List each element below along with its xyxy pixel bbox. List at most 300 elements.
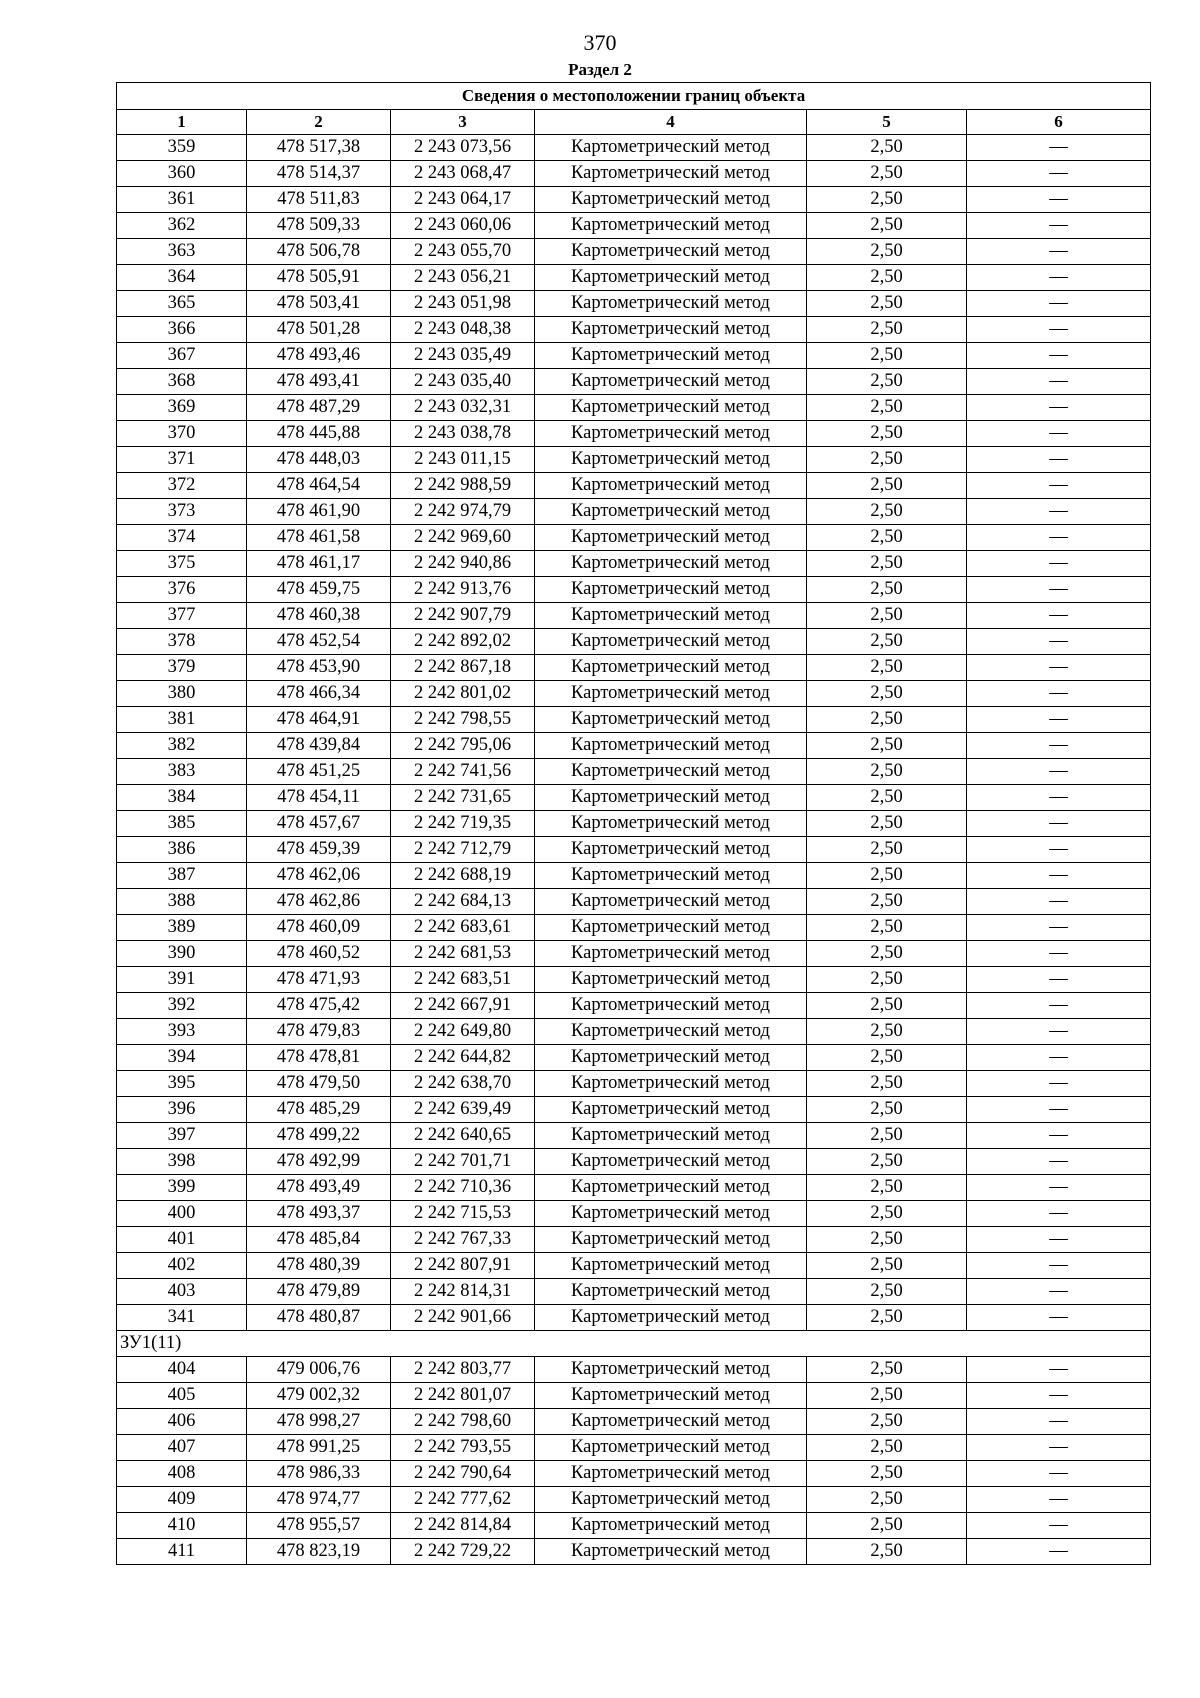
method-cell: Картометрический метод: [535, 265, 807, 291]
point-number-cell: 397: [117, 1123, 247, 1149]
point-number-cell: 369: [117, 395, 247, 421]
method-cell: Картометрический метод: [535, 863, 807, 889]
table-row: [117, 161, 1151, 187]
table-row: [117, 1305, 1151, 1331]
table-row: [117, 603, 1151, 629]
x-coordinate-cell: 478 974,77: [247, 1487, 391, 1513]
accuracy-cell: 2,50: [807, 161, 967, 187]
description-cell: —: [967, 1513, 1151, 1539]
accuracy-cell: 2,50: [807, 239, 967, 265]
description-cell: —: [967, 707, 1151, 733]
point-number-cell: 359: [117, 135, 247, 161]
y-coordinate-cell: 2 242 795,06: [391, 733, 535, 759]
table-row: [117, 863, 1151, 889]
accuracy-cell: 2,50: [807, 1357, 967, 1383]
method-cell: Картометрический метод: [535, 421, 807, 447]
x-coordinate-cell: 478 471,93: [247, 967, 391, 993]
column-number-2: 2: [247, 110, 391, 135]
x-coordinate-cell: 478 509,33: [247, 213, 391, 239]
y-coordinate-cell: 2 242 667,91: [391, 993, 535, 1019]
accuracy-cell: 2,50: [807, 291, 967, 317]
table-row: [117, 1097, 1151, 1123]
point-number-cell: 367: [117, 343, 247, 369]
accuracy-cell: 2,50: [807, 863, 967, 889]
accuracy-cell: 2,50: [807, 811, 967, 837]
description-cell: —: [967, 811, 1151, 837]
point-number-cell: 363: [117, 239, 247, 265]
y-coordinate-cell: 2 242 798,55: [391, 707, 535, 733]
table-row: [117, 1409, 1151, 1435]
description-cell: —: [967, 889, 1151, 915]
description-cell: —: [967, 525, 1151, 551]
y-coordinate-cell: 2 242 974,79: [391, 499, 535, 525]
method-cell: Картометрический метод: [535, 785, 807, 811]
x-coordinate-cell: 478 485,29: [247, 1097, 391, 1123]
x-coordinate-cell: 478 439,84: [247, 733, 391, 759]
method-cell: Картометрический метод: [535, 733, 807, 759]
x-coordinate-cell: 478 460,09: [247, 915, 391, 941]
point-number-cell: 374: [117, 525, 247, 551]
accuracy-cell: 2,50: [807, 1045, 967, 1071]
description-cell: —: [967, 1305, 1151, 1331]
description-cell: —: [967, 1201, 1151, 1227]
y-coordinate-cell: 2 242 639,49: [391, 1097, 535, 1123]
y-coordinate-cell: 2 243 064,17: [391, 187, 535, 213]
accuracy-cell: 2,50: [807, 265, 967, 291]
accuracy-cell: 2,50: [807, 681, 967, 707]
accuracy-cell: 2,50: [807, 785, 967, 811]
description-cell: —: [967, 369, 1151, 395]
point-number-cell: 396: [117, 1097, 247, 1123]
accuracy-cell: 2,50: [807, 1097, 967, 1123]
table-row: [117, 551, 1151, 577]
table-row: [117, 1253, 1151, 1279]
description-cell: —: [967, 421, 1151, 447]
method-cell: Картометрический метод: [535, 915, 807, 941]
table-row: [117, 213, 1151, 239]
x-coordinate-cell: 478 986,33: [247, 1461, 391, 1487]
point-number-cell: 398: [117, 1149, 247, 1175]
accuracy-cell: 2,50: [807, 655, 967, 681]
method-cell: Картометрический метод: [535, 395, 807, 421]
x-coordinate-cell: 478 461,17: [247, 551, 391, 577]
x-coordinate-cell: 478 499,22: [247, 1123, 391, 1149]
description-cell: —: [967, 1149, 1151, 1175]
x-coordinate-cell: 478 460,52: [247, 941, 391, 967]
table-row: [117, 1435, 1151, 1461]
table-row: [117, 1045, 1151, 1071]
y-coordinate-cell: 2 242 640,65: [391, 1123, 535, 1149]
table-row: [117, 1201, 1151, 1227]
method-cell: Картометрический метод: [535, 1279, 807, 1305]
method-cell: Картометрический метод: [535, 1227, 807, 1253]
point-number-cell: 408: [117, 1461, 247, 1487]
description-cell: —: [967, 161, 1151, 187]
x-coordinate-cell: 478 493,41: [247, 369, 391, 395]
x-coordinate-cell: 478 479,50: [247, 1071, 391, 1097]
method-cell: Картометрический метод: [535, 187, 807, 213]
x-coordinate-cell: 478 501,28: [247, 317, 391, 343]
method-cell: Картометрический метод: [535, 369, 807, 395]
accuracy-cell: 2,50: [807, 967, 967, 993]
method-cell: Картометрический метод: [535, 655, 807, 681]
table-row: [117, 1513, 1151, 1539]
x-coordinate-cell: 478 475,42: [247, 993, 391, 1019]
method-cell: Картометрический метод: [535, 499, 807, 525]
y-coordinate-cell: 2 242 798,60: [391, 1409, 535, 1435]
table-row: [117, 1123, 1151, 1149]
point-number-cell: 376: [117, 577, 247, 603]
accuracy-cell: 2,50: [807, 1175, 967, 1201]
point-number-cell: 379: [117, 655, 247, 681]
y-coordinate-cell: 2 242 814,31: [391, 1279, 535, 1305]
method-cell: Картометрический метод: [535, 1201, 807, 1227]
table-row: [117, 915, 1151, 941]
method-cell: Картометрический метод: [535, 447, 807, 473]
table-row: [117, 681, 1151, 707]
y-coordinate-cell: 2 242 729,22: [391, 1539, 535, 1565]
table-row: [117, 707, 1151, 733]
y-coordinate-cell: 2 242 807,91: [391, 1253, 535, 1279]
y-coordinate-cell: 2 242 741,56: [391, 759, 535, 785]
method-cell: Картометрический метод: [535, 941, 807, 967]
method-cell: Картометрический метод: [535, 759, 807, 785]
point-number-cell: 377: [117, 603, 247, 629]
method-cell: Картометрический метод: [535, 291, 807, 317]
method-cell: Картометрический метод: [535, 1175, 807, 1201]
table-row: [117, 265, 1151, 291]
column-number-5: 5: [807, 110, 967, 135]
method-cell: Картометрический метод: [535, 1305, 807, 1331]
method-cell: Картометрический метод: [535, 1071, 807, 1097]
y-coordinate-cell: 2 243 051,98: [391, 291, 535, 317]
column-number-6: 6: [967, 110, 1151, 135]
y-coordinate-cell: 2 243 035,40: [391, 369, 535, 395]
table-row: [117, 135, 1151, 161]
x-coordinate-cell: 479 002,32: [247, 1383, 391, 1409]
description-cell: —: [967, 1383, 1151, 1409]
method-cell: Картометрический метод: [535, 343, 807, 369]
point-number-cell: 381: [117, 707, 247, 733]
section-title: Раздел 2: [568, 60, 632, 79]
accuracy-cell: 2,50: [807, 889, 967, 915]
y-coordinate-cell: 2 243 011,15: [391, 447, 535, 473]
point-number-cell: 388: [117, 889, 247, 915]
table-row: [117, 1279, 1151, 1305]
method-cell: Картометрический метод: [535, 525, 807, 551]
table-row: [117, 1227, 1151, 1253]
y-coordinate-cell: 2 242 684,13: [391, 889, 535, 915]
x-coordinate-cell: 478 955,57: [247, 1513, 391, 1539]
point-number-cell: 372: [117, 473, 247, 499]
method-cell: Картометрический метод: [535, 811, 807, 837]
accuracy-cell: 2,50: [807, 1019, 967, 1045]
point-number-cell: 384: [117, 785, 247, 811]
point-number-cell: 387: [117, 863, 247, 889]
x-coordinate-cell: 478 487,29: [247, 395, 391, 421]
accuracy-cell: 2,50: [807, 1513, 967, 1539]
y-coordinate-cell: 2 242 712,79: [391, 837, 535, 863]
accuracy-cell: 2,50: [807, 1149, 967, 1175]
table-row: [117, 811, 1151, 837]
description-cell: —: [967, 1045, 1151, 1071]
table-caption: Сведения о местоположении границ объекта: [117, 83, 1151, 110]
y-coordinate-cell: 2 243 073,56: [391, 135, 535, 161]
accuracy-cell: 2,50: [807, 1123, 967, 1149]
accuracy-cell: 2,50: [807, 1227, 967, 1253]
accuracy-cell: 2,50: [807, 369, 967, 395]
point-number-cell: 368: [117, 369, 247, 395]
column-number-3: 3: [391, 110, 535, 135]
method-cell: Картометрический метод: [535, 1435, 807, 1461]
description-cell: —: [967, 967, 1151, 993]
y-coordinate-cell: 2 243 060,06: [391, 213, 535, 239]
x-coordinate-cell: 478 479,83: [247, 1019, 391, 1045]
description-cell: —: [967, 187, 1151, 213]
x-coordinate-cell: 478 493,49: [247, 1175, 391, 1201]
table-row: [117, 317, 1151, 343]
method-cell: Картометрический метод: [535, 473, 807, 499]
y-coordinate-cell: 2 242 969,60: [391, 525, 535, 551]
description-cell: —: [967, 915, 1151, 941]
method-cell: Картометрический метод: [535, 551, 807, 577]
point-number-cell: 405: [117, 1383, 247, 1409]
description-cell: —: [967, 655, 1151, 681]
description-cell: —: [967, 837, 1151, 863]
x-coordinate-cell: 478 991,25: [247, 1435, 391, 1461]
y-coordinate-cell: 2 242 767,33: [391, 1227, 535, 1253]
description-cell: —: [967, 1123, 1151, 1149]
accuracy-cell: 2,50: [807, 395, 967, 421]
table-row: [117, 941, 1151, 967]
table-row: [117, 1461, 1151, 1487]
y-coordinate-cell: 2 242 892,02: [391, 629, 535, 655]
point-number-cell: 371: [117, 447, 247, 473]
description-cell: —: [967, 681, 1151, 707]
description-cell: —: [967, 265, 1151, 291]
x-coordinate-cell: 478 459,75: [247, 577, 391, 603]
accuracy-cell: 2,50: [807, 1253, 967, 1279]
y-coordinate-cell: 2 242 988,59: [391, 473, 535, 499]
x-coordinate-cell: 478 493,46: [247, 343, 391, 369]
description-cell: —: [967, 551, 1151, 577]
y-coordinate-cell: 2 242 801,02: [391, 681, 535, 707]
method-cell: Картометрический метод: [535, 1253, 807, 1279]
x-coordinate-cell: 478 480,87: [247, 1305, 391, 1331]
x-coordinate-cell: 478 480,39: [247, 1253, 391, 1279]
y-coordinate-cell: 2 242 907,79: [391, 603, 535, 629]
accuracy-cell: 2,50: [807, 577, 967, 603]
table-row: [117, 1539, 1151, 1565]
description-cell: —: [967, 1539, 1151, 1565]
table-row: [117, 187, 1151, 213]
point-number-cell: 380: [117, 681, 247, 707]
method-cell: Картометрический метод: [535, 213, 807, 239]
x-coordinate-cell: 478 493,37: [247, 1201, 391, 1227]
table-row: [117, 967, 1151, 993]
method-cell: Картометрический метод: [535, 135, 807, 161]
point-number-cell: 373: [117, 499, 247, 525]
y-coordinate-cell: 2 243 055,70: [391, 239, 535, 265]
y-coordinate-cell: 2 242 814,84: [391, 1513, 535, 1539]
y-coordinate-cell: 2 242 731,65: [391, 785, 535, 811]
point-number-cell: 383: [117, 759, 247, 785]
method-cell: Картометрический метод: [535, 1149, 807, 1175]
point-number-cell: 390: [117, 941, 247, 967]
x-coordinate-cell: 478 511,83: [247, 187, 391, 213]
y-coordinate-cell: 2 242 683,51: [391, 967, 535, 993]
description-cell: —: [967, 577, 1151, 603]
y-coordinate-cell: 2 242 913,76: [391, 577, 535, 603]
table-row: [117, 1071, 1151, 1097]
method-cell: Картометрический метод: [535, 239, 807, 265]
point-number-cell: 399: [117, 1175, 247, 1201]
description-cell: —: [967, 1097, 1151, 1123]
description-cell: —: [967, 1357, 1151, 1383]
point-number-cell: 386: [117, 837, 247, 863]
point-number-cell: 391: [117, 967, 247, 993]
point-number-cell: 378: [117, 629, 247, 655]
y-coordinate-cell: 2 242 801,07: [391, 1383, 535, 1409]
x-coordinate-cell: 478 451,25: [247, 759, 391, 785]
page-number: 370: [583, 30, 617, 55]
y-coordinate-cell: 2 242 710,36: [391, 1175, 535, 1201]
point-number-cell: 401: [117, 1227, 247, 1253]
x-coordinate-cell: 478 461,58: [247, 525, 391, 551]
x-coordinate-cell: 478 998,27: [247, 1409, 391, 1435]
x-coordinate-cell: 478 823,19: [247, 1539, 391, 1565]
point-number-cell: 400: [117, 1201, 247, 1227]
table-row: [117, 473, 1151, 499]
description-cell: —: [967, 629, 1151, 655]
y-coordinate-cell: 2 242 719,35: [391, 811, 535, 837]
table-row: [117, 447, 1151, 473]
table-row: [117, 395, 1151, 421]
table-row: [117, 369, 1151, 395]
method-cell: Картометрический метод: [535, 967, 807, 993]
accuracy-cell: 2,50: [807, 1279, 967, 1305]
table-row: [117, 499, 1151, 525]
description-cell: —: [967, 759, 1151, 785]
accuracy-cell: 2,50: [807, 1461, 967, 1487]
accuracy-cell: 2,50: [807, 733, 967, 759]
accuracy-cell: 2,50: [807, 343, 967, 369]
y-coordinate-cell: 2 242 644,82: [391, 1045, 535, 1071]
method-cell: Картометрический метод: [535, 1461, 807, 1487]
table-row: [117, 577, 1151, 603]
y-coordinate-cell: 2 242 649,80: [391, 1019, 535, 1045]
point-number-cell: 406: [117, 1409, 247, 1435]
y-coordinate-cell: 2 242 683,61: [391, 915, 535, 941]
method-cell: Картометрический метод: [535, 1097, 807, 1123]
point-number-cell: 394: [117, 1045, 247, 1071]
x-coordinate-cell: 478 479,89: [247, 1279, 391, 1305]
accuracy-cell: 2,50: [807, 629, 967, 655]
description-cell: —: [967, 863, 1151, 889]
method-cell: Картометрический метод: [535, 707, 807, 733]
y-coordinate-cell: 2 243 048,38: [391, 317, 535, 343]
description-cell: —: [967, 1019, 1151, 1045]
table-row: [117, 291, 1151, 317]
y-coordinate-cell: 2 243 035,49: [391, 343, 535, 369]
accuracy-cell: 2,50: [807, 993, 967, 1019]
y-coordinate-cell: 2 242 681,53: [391, 941, 535, 967]
description-cell: —: [967, 317, 1151, 343]
method-cell: Картометрический метод: [535, 1513, 807, 1539]
table-row: [117, 1019, 1151, 1045]
description-cell: —: [967, 785, 1151, 811]
x-coordinate-cell: 478 460,38: [247, 603, 391, 629]
x-coordinate-cell: 478 464,54: [247, 473, 391, 499]
x-coordinate-cell: 478 464,91: [247, 707, 391, 733]
description-cell: —: [967, 1461, 1151, 1487]
method-cell: Картометрический метод: [535, 993, 807, 1019]
point-number-cell: 365: [117, 291, 247, 317]
point-number-cell: 409: [117, 1487, 247, 1513]
accuracy-cell: 2,50: [807, 525, 967, 551]
accuracy-cell: 2,50: [807, 1201, 967, 1227]
y-coordinate-cell: 2 242 940,86: [391, 551, 535, 577]
description-cell: —: [967, 1253, 1151, 1279]
method-cell: Картометрический метод: [535, 577, 807, 603]
description-cell: —: [967, 733, 1151, 759]
description-cell: —: [967, 343, 1151, 369]
y-coordinate-cell: 2 242 793,55: [391, 1435, 535, 1461]
description-cell: —: [967, 1227, 1151, 1253]
point-number-cell: 385: [117, 811, 247, 837]
table-row: [117, 343, 1151, 369]
table-row: [117, 1357, 1151, 1383]
group-header-row: [117, 1331, 1151, 1357]
table-row: [117, 629, 1151, 655]
table-row: [117, 759, 1151, 785]
accuracy-cell: 2,50: [807, 1539, 967, 1565]
method-cell: Картометрический метод: [535, 1539, 807, 1565]
accuracy-cell: 2,50: [807, 1071, 967, 1097]
description-cell: —: [967, 395, 1151, 421]
x-coordinate-cell: 478 505,91: [247, 265, 391, 291]
x-coordinate-cell: 478 517,38: [247, 135, 391, 161]
point-number-cell: 382: [117, 733, 247, 759]
description-cell: —: [967, 239, 1151, 265]
y-coordinate-cell: 2 242 701,71: [391, 1149, 535, 1175]
method-cell: Картометрический метод: [535, 1409, 807, 1435]
accuracy-cell: 2,50: [807, 421, 967, 447]
accuracy-cell: 2,50: [807, 187, 967, 213]
method-cell: Картометрический метод: [535, 681, 807, 707]
y-coordinate-cell: 2 243 056,21: [391, 265, 535, 291]
group-label: ЗУ1(11): [117, 1331, 1151, 1357]
x-coordinate-cell: 478 452,54: [247, 629, 391, 655]
y-coordinate-cell: 2 243 068,47: [391, 161, 535, 187]
point-number-cell: 395: [117, 1071, 247, 1097]
x-coordinate-cell: 478 503,41: [247, 291, 391, 317]
point-number-cell: 375: [117, 551, 247, 577]
y-coordinate-cell: 2 242 803,77: [391, 1357, 535, 1383]
y-coordinate-cell: 2 242 638,70: [391, 1071, 535, 1097]
method-cell: Картометрический метод: [535, 603, 807, 629]
accuracy-cell: 2,50: [807, 1409, 967, 1435]
point-number-cell: 393: [117, 1019, 247, 1045]
point-number-cell: 404: [117, 1357, 247, 1383]
description-cell: —: [967, 473, 1151, 499]
point-number-cell: 362: [117, 213, 247, 239]
point-number-cell: 402: [117, 1253, 247, 1279]
table-row: [117, 239, 1151, 265]
description-cell: —: [967, 1435, 1151, 1461]
accuracy-cell: 2,50: [807, 473, 967, 499]
description-cell: —: [967, 1409, 1151, 1435]
